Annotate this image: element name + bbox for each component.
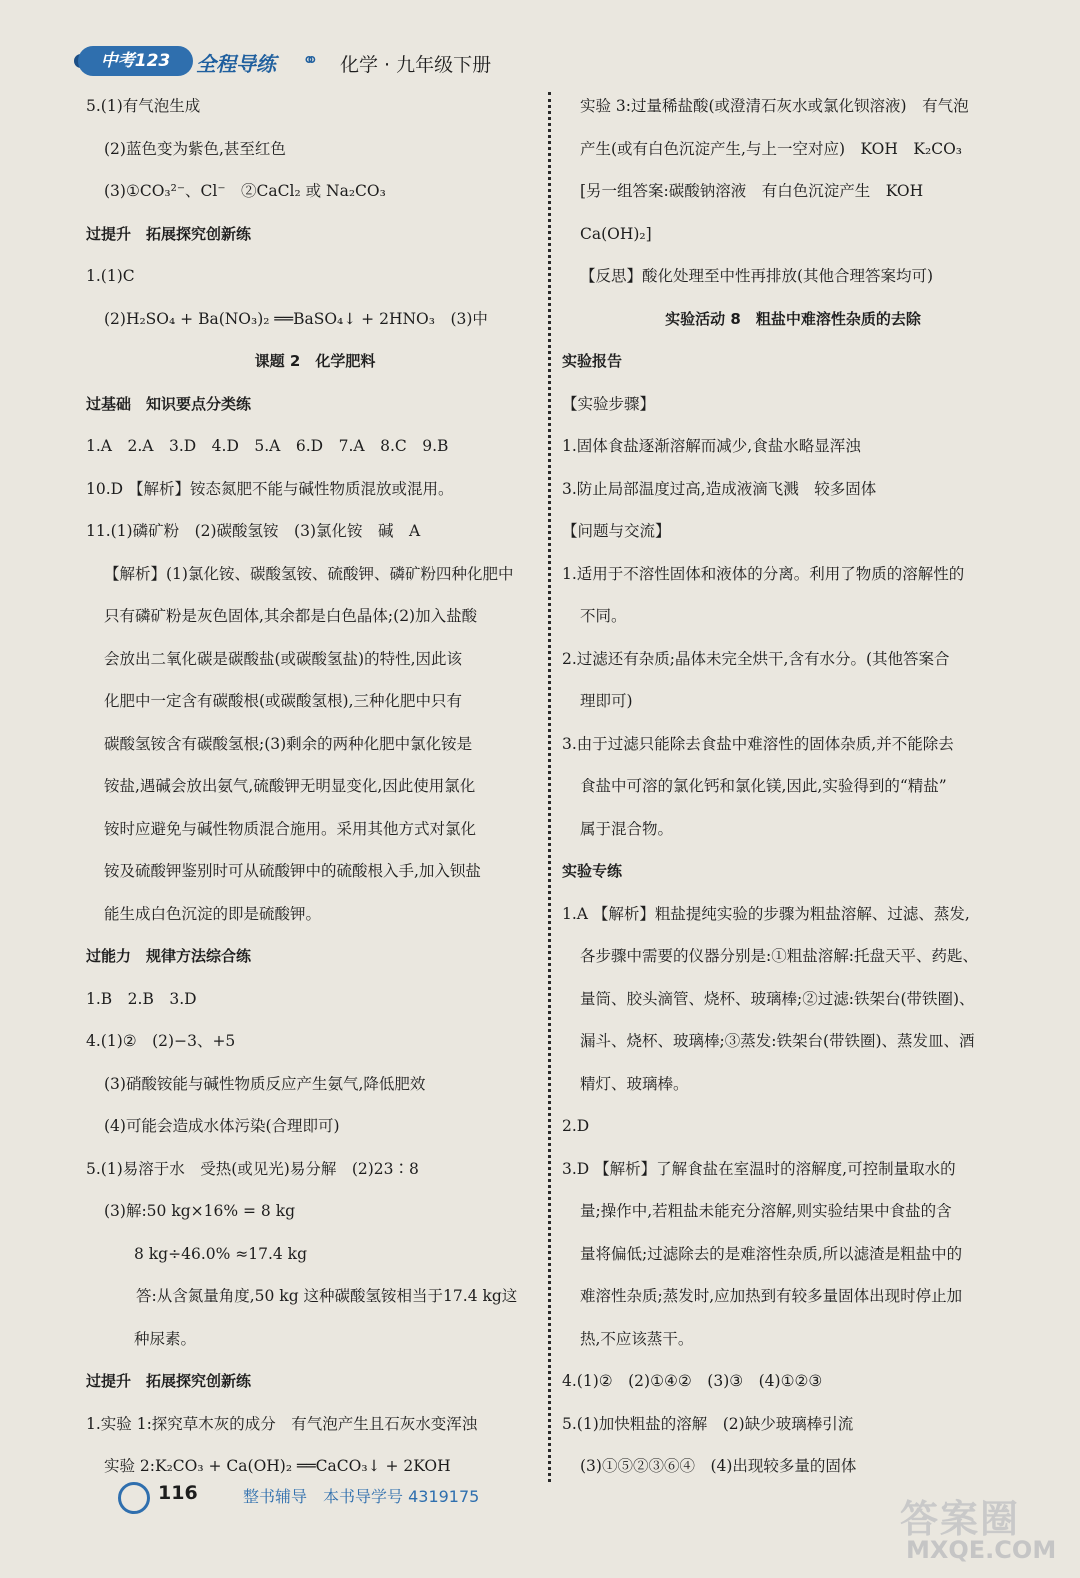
text-line: 热,不应该蒸干。 [580,1329,694,1348]
text-line: 化肥中一定含有碳酸根(或碳酸氢根),三种化肥中只有 [104,692,463,710]
text-line: 3.防止局部温度过高,造成液滴飞溅 较多固体 [562,479,877,498]
text-line: Ca(OH)₂] [580,224,652,243]
text-line: 5.(1)易溶于水 受热(或见光)易分解 (2)23∶8 [86,1159,419,1178]
text-line: 1.A 2.A 3.D 4.D 5.A 6.D 7.A 8.C 9.B [86,437,449,455]
text-line: 【实验步骤】 [562,394,656,413]
section-heading: 过提升 拓展探究创新练 [86,1372,252,1390]
section-heading: 过能力 规律方法综合练 [86,947,252,965]
text-line: 会放出二氧化碳是碳酸盐(或碳酸氢盐)的特性,因此该 [104,649,463,668]
text-line: (3)①⑤②③⑥④ (4)出现较多量的固体 [580,1457,857,1475]
lesson-title: 实验活动 8 粗盐中难溶性杂质的去除 [665,309,921,328]
section-heading: 实验专练 [562,862,623,880]
text-line: 量筒、胶头滴管、烧杯、玻璃棒;②过滤:铁架台(带铁圈)、 [580,989,975,1008]
text-line: 1.适用于不溶性固体和液体的分离。利用了物质的溶解性的 [562,564,965,583]
text-line: 实验 3:过量稀盐酸(或澄清石灰水或氯化钡溶液) 有气泡 [580,97,969,115]
text-line: 2.D [562,1117,590,1135]
text-line: 【解析】(1)氯化铵、碳酸氢铵、硫酸钾、磷矿粉四种化肥中 [104,564,514,583]
text-line: [另一组答案:碳酸钠溶液 有白色沉淀产生 KOH [580,182,924,200]
text-line: 属于混合物。 [580,819,674,838]
text-line: 种尿素。 [134,1329,197,1348]
text-line: 3.由于过滤只能除去食盐中难溶性的固体杂质,并不能除去 [562,734,954,753]
text-line: 实验 2:K₂CO₃ + Ca(OH)₂ ══CaCO₃↓ + 2KOH [104,1457,451,1475]
text-line: 产生(或有白色沉淀产生,与上一空对应) KOH K₂CO₃ [580,139,962,158]
section-heading: 实验报告 [562,352,623,370]
text-line: (3)①CO₃²⁻、Cl⁻ ②CaCl₂ 或 Na₂CO₃ [104,182,386,200]
page-header [78,40,638,88]
text-line: 量将偏低;过滤除去的是难溶性杂质,所以滤渣是粗盐中的 [580,1244,963,1263]
text-line: 11.(1)磷矿粉 (2)碳酸氢铵 (3)氯化铵 碱 A [86,522,421,540]
page-marker-icon [118,1482,150,1514]
text-line: 各步骤中需要的仪器分别是:①粗盐溶解:托盘天平、药匙、 [580,947,978,965]
text-line: 10.D 【解析】铵态氮肥不能与碱性物质混放或混用。 [86,479,454,498]
text-line: 难溶性杂质;蒸发时,应加热到有较多量固体出现时停止加 [580,1287,963,1305]
atom-icon: ⚭ [302,48,319,72]
text-line: 能生成白色沉淀的即是硫酸钾。 [104,904,322,923]
text-line: 5.(1)有气泡生成 [86,97,201,115]
text-line: 不同。 [580,607,627,625]
text-line: (3)解:50 kg×16% = 8 kg [104,1202,296,1220]
text-line: 2.过滤还有杂质;晶体未完全烘干,含有水分。(其他答案合 [562,649,950,668]
text-line: (4)可能会造成水体污染(合理即可) [104,1117,340,1135]
section-heading: 过基础 知识要点分类练 [86,394,252,413]
watermark-logo: 答案圈 [900,1497,1021,1541]
text-line: 5.(1)加快粗盐的溶解 (2)缺少玻璃棒引流 [562,1414,854,1433]
watermark-url: MXQE.COM [906,1536,1057,1564]
right-column [562,85,1024,1488]
text-line: 4.(1)② (2)①④② (3)③ (4)①②③ [562,1372,823,1390]
text-line: 食盐中可溶的氯化钙和氯化镁,因此,实验得到的“精盐” [580,777,947,795]
subject-title: 化学 · 九年级下册 [340,54,492,76]
section-heading: 过提升 拓展探究创新练 [86,224,252,243]
text-line: 只有磷矿粉是灰色固体,其余都是白色晶体;(2)加入盐酸 [104,607,478,625]
text-line: 1.(1)C [86,267,135,285]
page-number: 116 [158,1482,198,1504]
text-line: 8 kg÷46.0% ≈17.4 kg [134,1244,307,1263]
column-divider [548,92,551,1482]
text-line: 【反思】酸化处理至中性再排放(其他合理答案均可) [580,267,934,285]
text-line: 量;操作中,若粗盐未能充分溶解,则实验结果中食盐的含 [580,1202,952,1220]
text-line: 答:从含氮量角度,50 kg 这种碳酸氢铵相当于17.4 kg这 [136,1287,518,1305]
text-line: (2)H₂SO₄ + Ba(NO₃)₂ ══BaSO₄↓ + 2HNO₃ (3)中 [104,309,488,328]
text-line: 1.实验 1:探究草木灰的成分 有气泡产生且石灰水变浑浊 [86,1414,478,1433]
text-line: 1.固体食盐逐渐溶解而减少,食盐水略显浑浊 [562,437,861,455]
left-column [86,85,544,1488]
footer-text: 整书辅导 本书导学号 4319175 [243,1487,480,1506]
text-line: 铵盐,遇碱会放出氨气,硫酸钾无明显变化,因此使用氯化 [104,777,476,795]
text-line: 4.(1)② (2)−3、+5 [86,1032,236,1050]
lesson-title: 课题 2 化学肥料 [254,352,376,370]
brand-logo: 中考123 [78,46,193,76]
text-line: 3.D 【解析】了解食盐在室温时的溶解度,可控制量取水的 [562,1159,956,1178]
text-line: 1.B 2.B 3.D [86,989,197,1008]
text-line: 铵及硫酸钾鉴别时可从硫酸钾中的硫酸根入手,加入钡盐 [104,862,481,880]
text-line: 精灯、玻璃棒。 [580,1074,689,1093]
text-line: 碳酸氢铵含有碳酸氢根;(3)剩余的两种化肥中氯化铵是 [104,734,473,753]
text-line: 漏斗、烧杯、玻璃棒;③蒸发:铁架台(带铁圈)、蒸发皿、酒 [580,1032,975,1050]
watermark [900,1488,1070,1573]
text-line: 理即可) [580,692,633,710]
text-line: (3)硝酸铵能与碱性物质反应产生氨气,降低肥效 [104,1074,426,1093]
page-footer [118,1478,618,1518]
text-line: 1.A 【解析】粗盐提纯实验的步骤为粗盐溶解、过滤、蒸发, [562,904,970,923]
series-title: 全程导练 [196,52,276,76]
text-line: 铵时应避免与碱性物质混合施用。采用其他方式对氯化 [104,819,477,838]
text-line: 【问题与交流】 [562,522,671,540]
text-line: (2)蓝色变为紫色,甚至红色 [104,139,286,158]
